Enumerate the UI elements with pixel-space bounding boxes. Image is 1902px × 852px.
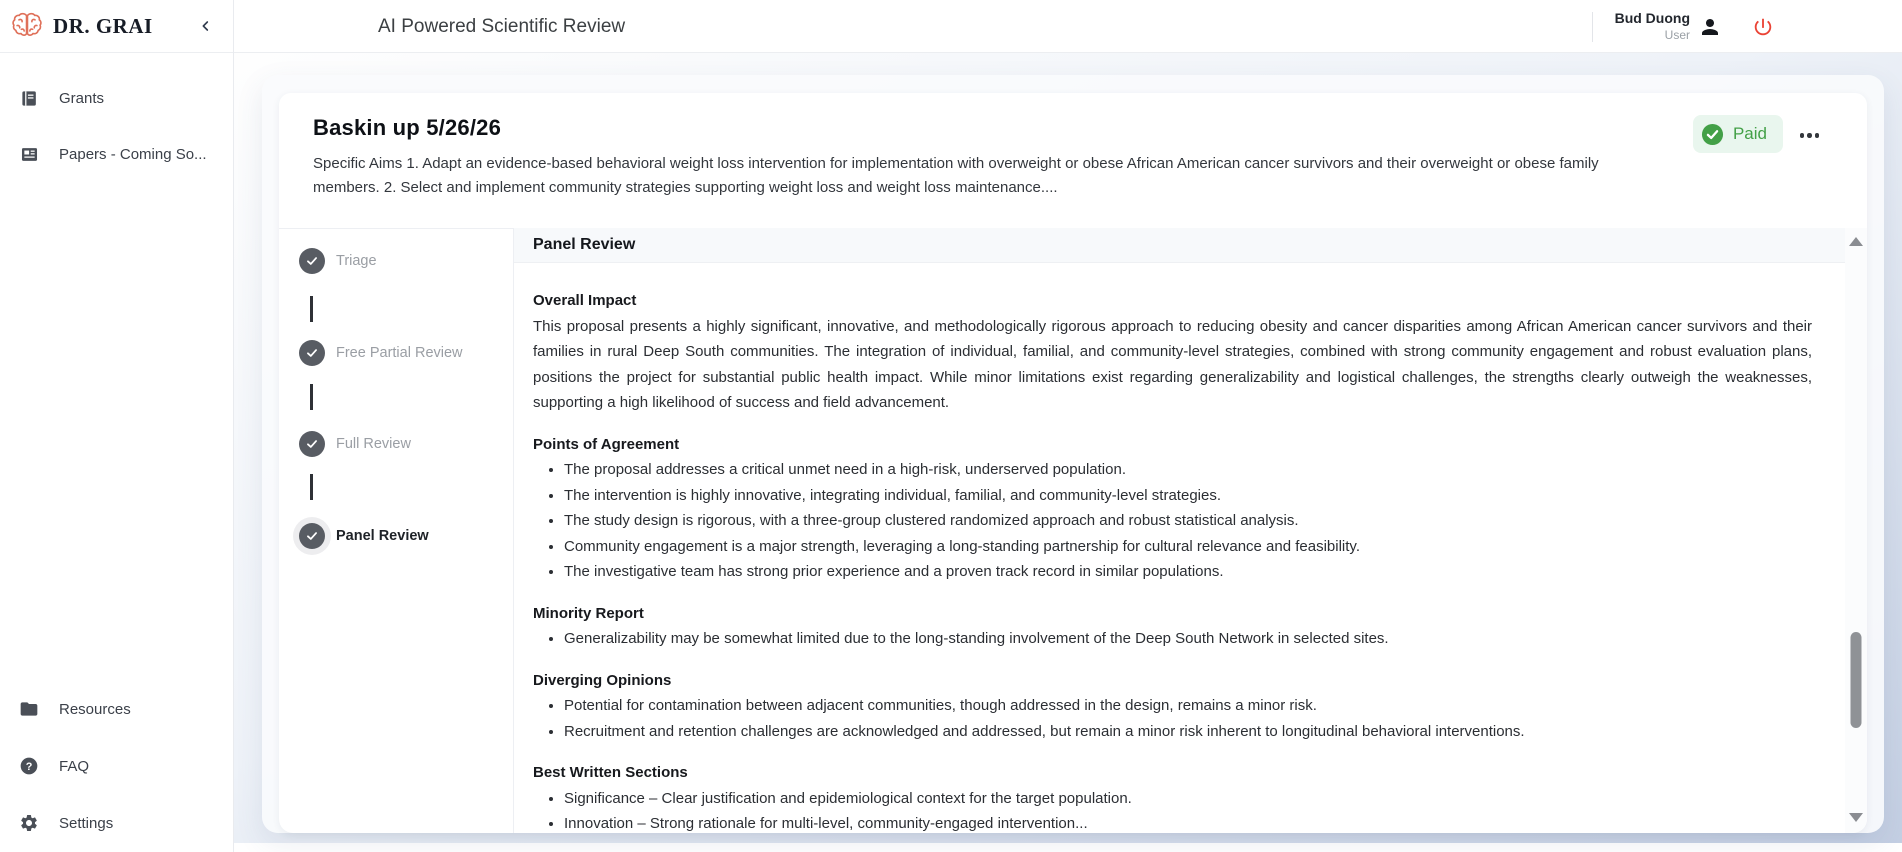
sidebar-item-papers[interactable] [0,136,233,172]
card-header [279,93,1867,200]
step-check-icon [299,523,325,549]
section-bullet-list [533,693,1812,744]
step-label: Free Partial Review [336,345,463,361]
svg-text:?: ? [25,760,33,773]
panel-review-pane [513,228,1867,833]
section-heading: Minority Report [533,604,644,622]
bullet-item: • Significance – Clear justification and epidemiological context for the target population. [564,786,1812,812]
dot-icon [1807,133,1812,138]
dot-icon [1815,133,1820,138]
panel-review-heading: Panel Review [533,236,636,253]
sidebar [0,0,234,852]
check-circle-icon [1701,123,1724,146]
section-heading: Points of Agreement [533,435,680,453]
page-title: AI Powered Scientific Review [378,15,626,37]
logo-row [0,0,233,53]
sidebar-item-resources[interactable] [0,691,233,727]
user-role: User [1664,27,1690,42]
bullet-item: • The intervention is highly innovative, integrating individual, familial, and community-level strategies. [564,483,1812,509]
sidebar-item-label: Settings [59,814,114,832]
review-stepper [279,228,513,833]
step-panel-review[interactable] [279,518,429,554]
bullet-item: • Generalizability may be somewhat limited due to the long-standing involvement of the Deep South Network in selected sites. [564,626,1812,652]
review-section [533,760,1812,833]
step-full-review[interactable] [279,426,411,462]
section-heading: Overall Impact [533,292,637,309]
folder-icon [18,698,40,720]
header-divider [1592,12,1593,42]
step-label: Panel Review [336,528,429,544]
scrollbar-thumb[interactable] [1851,632,1862,728]
avatar-icon[interactable] [1698,15,1722,44]
section-heading: Best Written Sections [533,764,688,781]
review-section [533,668,1812,745]
step-check-icon [299,431,325,457]
grant-subtitle: Specific Aims 1. Adapt an evidence-based behavioral weight loss intervention for implementation with overweight or obese African American cancer survivors and their overweight or obese family members. 2. Select and implement community strategies supporting weight loss and weight loss maintenance.... [313,155,1599,196]
step-label: Triage [336,253,377,269]
content-scrollbar[interactable] [1845,228,1867,833]
review-section [533,601,1812,652]
gear-icon [18,812,40,834]
bullet-item: • Recruitment and retention challenges are acknowledged and addressed, but remain a minor risk inherent to longitudinal behavioral interventions. [564,719,1812,745]
dot-icon [1800,133,1805,138]
section-bullet-list [533,457,1812,585]
step-connector [310,296,313,322]
bullet-item: • Community engagement is a major strength, leveraging a long-standing partnership for cultural relevance and feasibility. [564,534,1812,560]
newspaper-icon [18,143,40,165]
user-cluster [1592,0,1774,53]
panel-sections [514,263,1845,833]
grant-card [279,93,1867,833]
bullet-item: • The investigative team has strong prior experience and a proven track record in similar populations. [564,559,1812,585]
bullet-item: • The study design is rigorous, with a three-group clustered randomized approach and robust statistical analysis. [564,508,1812,534]
user-name: Bud Duong [1614,10,1690,27]
step-triage[interactable] [279,243,377,279]
section-heading: Diverging Opinions [533,671,672,689]
review-section [533,288,1812,416]
step-connector [310,384,313,410]
status-badge [1693,115,1783,153]
question-circle-icon [18,755,40,777]
scroll-down-arrow-icon[interactable] [1849,813,1863,822]
user-info [1615,10,1690,43]
sidebar-collapse-chevron-icon[interactable] [195,15,217,37]
sidebar-item-settings[interactable] [0,805,233,841]
step-check-icon [299,248,325,274]
sidebar-item-faq[interactable] [0,748,233,784]
panel-review-toolbar [514,228,1867,263]
section-paragraph: This proposal presents a highly significant, innovative, and methodologically rigorous approach to reducing obesity and cancer disparities among African American cancer survivors and their families in rural Deep South communities. The integration of individual, familial, and community-level strategies, combined with strong community engagement and robust evaluation plans, positions the project for substantial public health impact. While minor limitations exist regarding generalizability and logistical challenges, the strengths clearly outweigh the weaknesses, supporting a high likelihood of success and field advancement. [533,317,1812,411]
sidebar-item-label: Resources [59,700,131,718]
sidebar-item-label: FAQ [59,757,90,775]
top-header [234,0,1902,53]
sidebar-item-label: Grants [59,89,105,107]
power-icon[interactable] [1752,16,1774,38]
app-title: DR. GRAI [53,13,153,38]
sidebar-item-grants[interactable] [0,80,233,116]
grant-card-wrapper [262,75,1884,833]
grant-title: Baskin up 5/26/26 [313,115,502,140]
main-content-area [234,53,1902,843]
step-free-partial-review[interactable] [279,335,463,371]
bullet-item: • Innovation – Strong rationale for multi-level, community-engaged intervention... [564,811,1812,833]
sidebar-top-nav [0,80,233,192]
step-check-icon [299,340,325,366]
review-section [533,432,1812,585]
section-bullet-list [533,786,1812,834]
sidebar-bottom-nav [0,691,233,841]
bullet-item: • The proposal addresses a critical unmet need in a high-risk, underserved population. [564,457,1812,483]
step-connector [310,474,313,500]
scroll-up-arrow-icon[interactable] [1849,237,1863,246]
step-label: Full Review [336,436,411,452]
brain-logo-icon [8,7,46,45]
section-bullet-list [533,626,1812,652]
sidebar-item-label: Papers - Coming So... [59,145,207,163]
card-menu-button[interactable] [1796,129,1824,142]
bullet-item: • Potential for contamination between adjacent communities, though addressed in the design, remains a minor risk. [564,693,1812,719]
book-icon [18,87,40,109]
status-badge-label: Paid [1732,124,1767,143]
